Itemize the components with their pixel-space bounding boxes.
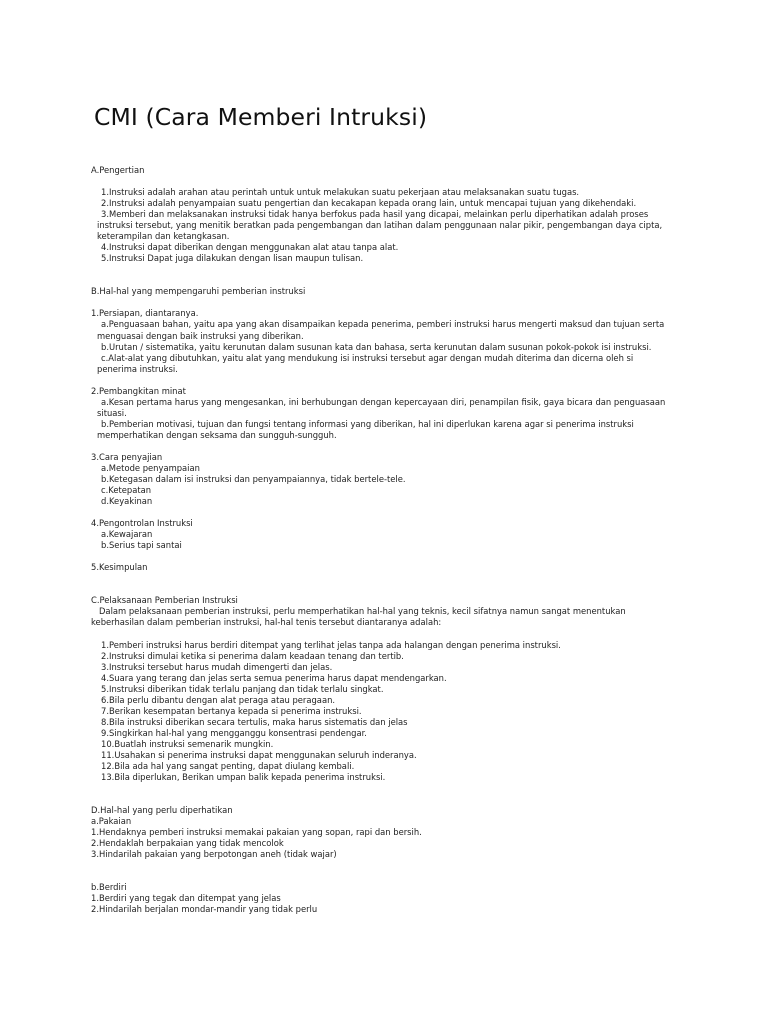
section-c-item: 8.Bila instruksi diberikan secara tertulis, maka harus sistematis dan jelas bbox=[101, 716, 408, 727]
section-c-item: 5.Instruksi diberikan tidak terlalu panjang dan tidak terlalu singkat. bbox=[101, 683, 384, 694]
section-b-point-heading: 5.Kesimpulan bbox=[91, 562, 148, 573]
section-c-item: 13.Bila diperlukan, Berikan umpan balik kepada penerima instruksi. bbox=[101, 772, 386, 783]
section-c-item: 6.Bila perlu dibantu dengan alat peraga atau peragaan. bbox=[101, 694, 336, 705]
section-b-point-item: a.Metode penyampaian bbox=[101, 462, 200, 473]
section-b-point-item: penerima instruksi. bbox=[97, 363, 178, 374]
section-d-item: 3.Hindarilah pakaian yang berpotongan aneh (tidak wajar) bbox=[91, 849, 337, 860]
section-b-point-item: b.Serius tapi santai bbox=[101, 540, 182, 551]
section-c-item: 4.Suara yang terang dan jelas serta semua penerima harus dapat mendengarkan. bbox=[101, 672, 447, 683]
section-d-item: 1.Berdiri yang tegak dan ditempat yang jelas bbox=[91, 893, 281, 904]
section-c-intro: Dalam pelaksanaan pemberian instruksi, perlu memperhatikan hal-hal yang teknis, kecil sifatnya namun sangat menentukan bbox=[91, 606, 626, 617]
section-b-point-heading: 1.Persiapan, diantaranya. bbox=[91, 308, 199, 319]
section-c-item: 9.Singkirkan hal-hal yang mengganggu konsentrasi pendengar. bbox=[101, 727, 367, 738]
section-a-item: 1.Instruksi adalah arahan atau perintah untuk untuk melakukan suatu pekerjaan atau melaksanakan suatu tugas. bbox=[101, 187, 580, 198]
section-c-item: 1.Pemberi instruksi harus berdiri ditempat yang terlihat jelas tanpa ada halangan dengan penerima instruksi. bbox=[101, 639, 561, 650]
section-b-point-item: b.Urutan / sistematika, yaitu kerunutan dalam susunan kata dan bahasa, serta kerunutan dalam susunan pokok-pokok isi instruksi. bbox=[101, 341, 652, 352]
section-d-heading: D.Hal-hal yang perlu diperhatikan bbox=[91, 805, 233, 816]
section-b-heading: B.Hal-hal yang mempengaruhi pemberian instruksi bbox=[91, 286, 306, 297]
document-body bbox=[91, 165, 691, 915]
section-b-point-item: a.Kesan pertama harus yang mengesankan, ini berhubungan dengan kepercayaan diri, penampilan fisik, gaya bicara dan penguasaan bbox=[101, 396, 666, 407]
section-b-point-item: c.Alat-alat yang dibutuhkan, yaitu alat yang mendukung isi instruksi tersebut agar dengan mudah diterima dan dicerna oleh si bbox=[101, 352, 634, 363]
section-a-item: keterampilan dan ketangkasan. bbox=[97, 231, 230, 242]
section-b-point-heading: 2.Pembangkitan minat bbox=[91, 385, 186, 396]
section-b-point-item: a.Kewajaran bbox=[101, 529, 153, 540]
section-b-point-item: situasi. bbox=[97, 407, 127, 418]
section-b-point-item: a.Penguasaan bahan, yaitu apa yang akan disampaikan kepada penerima, pemberi instruksi harus mengerti maksud dan tujuan serta bbox=[101, 319, 665, 330]
section-c-item: 12.Bila ada hal yang sangat penting, dapat diulang kembali. bbox=[101, 761, 355, 772]
section-b-point-item: menguasai dengan baik instruksi yang diberikan. bbox=[97, 330, 304, 341]
section-c-item: 7.Berikan kesempatan bertanya kepada si penerima instruksi. bbox=[101, 705, 362, 716]
section-b-point-item: b.Ketegasan dalam isi instruksi dan penyampaiannya, tidak bertele-tele. bbox=[101, 474, 406, 485]
section-d-item: 1.Hendaknya pemberi instruksi memakai pakaian yang sopan, rapi dan bersih. bbox=[91, 827, 422, 838]
section-d-item: 2.Hindarilah berjalan mondar-mandir yang tidak perlu bbox=[91, 904, 318, 915]
section-b-point-item: memperhatikan dengan seksama dan sungguh-sungguh. bbox=[97, 429, 337, 440]
section-c-item: 10.Buatlah instruksi semenarik mungkin. bbox=[101, 738, 274, 749]
section-a-item: instruksi tersebut, yang menitik beratkan pada pengembangan dan latihan dalam penggunaan nalar pikir, pengembangan daya cipta, bbox=[97, 220, 663, 231]
section-a-heading: A.Pengertian bbox=[91, 165, 145, 175]
section-b-point-item: b.Pemberian motivasi, tujuan dan fungsi tentang informasi yang diberikan, hal ini diperlukan karena agar si penerima instruksi bbox=[101, 418, 634, 429]
section-b-point-heading: 4.Pengontrolan Instruksi bbox=[91, 518, 193, 529]
section-c-item: 2.Instruksi dimulai ketika si penerima dalam keadaan tenang dan tertib. bbox=[101, 650, 404, 661]
section-a-item: 4.Instruksi dapat diberikan dengan menggunakan alat atau tanpa alat. bbox=[101, 242, 399, 253]
section-d-item: 2.Hendaklah berpakaian yang tidak mencolok bbox=[91, 838, 284, 849]
document-title: CMI (Cara Memberi Intruksi) bbox=[94, 103, 428, 131]
section-d-sub-heading: a.Pakaian bbox=[91, 816, 132, 827]
section-a-item: 5.Instruksi Dapat juga dilakukan dengan lisan maupun tulisan. bbox=[101, 253, 364, 264]
section-c-item: 3.Instruksi tersebut harus mudah dimengerti dan jelas. bbox=[101, 661, 333, 672]
section-a-item: 3.Memberi dan melaksanakan instruksi tidak hanya berfokus pada hasil yang dicapai, melainkan perlu diperhatikan adalah proses bbox=[101, 209, 649, 220]
section-b-point-item: c.Ketepatan bbox=[101, 485, 152, 496]
section-b-point-item: d.Keyakinan bbox=[101, 496, 153, 507]
section-d-sub-heading: b.Berdiri bbox=[91, 882, 127, 893]
section-b-point-heading: 3.Cara penyajian bbox=[91, 451, 163, 462]
section-a-item: 2.Instruksi adalah penyampaian suatu pengertian dan kecakapan kepada orang lain, untuk mencapai tujuan yang dikehendaki. bbox=[101, 198, 637, 209]
section-c-heading: C.Pelaksanaan Pemberian Instruksi bbox=[91, 595, 238, 606]
section-c-item: 11.Usahakan si penerima instruksi dapat menggunakan seluruh inderanya. bbox=[101, 749, 417, 760]
section-c-intro: keberhasilan dalam pemberian instruksi, hal-hal tenis tersebut diantaranya adalah: bbox=[91, 617, 442, 628]
